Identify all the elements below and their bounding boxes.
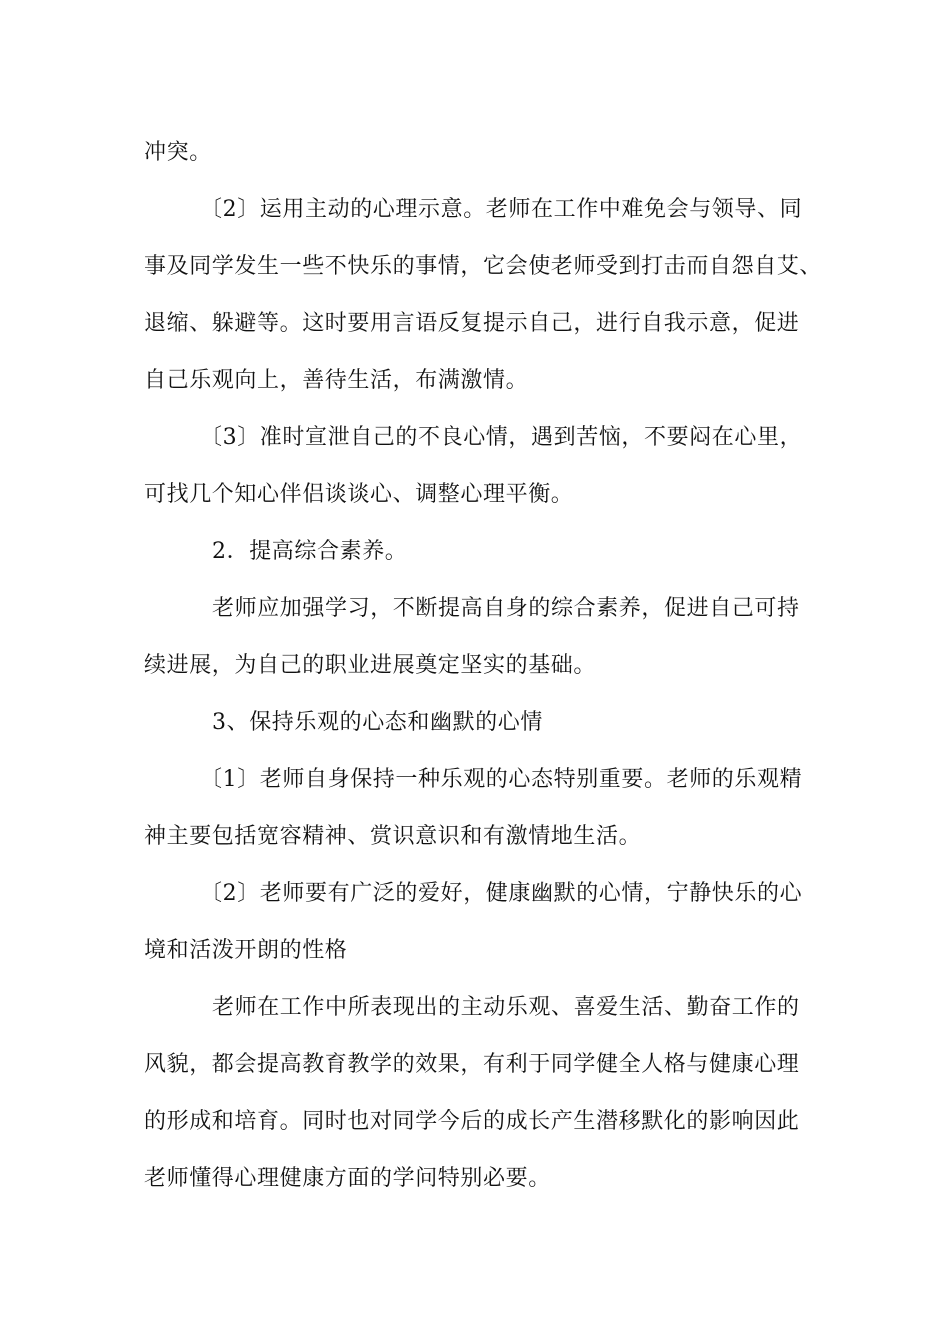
paragraph-line: 〔2〕运用主动的心理示意。老师在工作中难免会与领导、同 bbox=[200, 197, 803, 222]
paragraph-line: 神主要包括宽容精神、赏识意识和有激情地生活。 bbox=[144, 824, 642, 849]
paragraph-line: 事及同学发生一些不快乐的事情，它会使老师受到打击而自怨自艾、 bbox=[144, 254, 823, 279]
paragraph-line: 可找几个知心伴侣谈谈心、调整心理平衡。 bbox=[144, 482, 574, 507]
paragraph-line: 风貌，都会提高教育教学的效果，有利于同学健全人格与健康心理 bbox=[144, 1052, 800, 1077]
paragraph-line: 退缩、躲避等。这时要用言语反复提示自己，进行自我示意，促进 bbox=[144, 311, 800, 336]
section-heading: 3、保持乐观的心态和幽默的心情 bbox=[212, 710, 543, 735]
paragraph-line: 续进展，为自己的职业进展奠定坚实的基础。 bbox=[144, 653, 597, 678]
paragraph-line: 〔2〕老师要有广泛的爱好，健康幽默的心情，宁静快乐的心 bbox=[200, 881, 803, 906]
paragraph-line: 的形成和培育。同时也对同学今后的成长产生潜移默化的影响因此 bbox=[144, 1109, 800, 1134]
paragraph-line: 老师在工作中所表现出的主动乐观、喜爱生活、勤奋工作的 bbox=[212, 995, 800, 1020]
paragraph-line: 境和活泼开朗的性格 bbox=[144, 938, 348, 963]
paragraph-line: 老师懂得心理健康方面的学问特别必要。 bbox=[144, 1166, 551, 1191]
paragraph-line: 〔3〕准时宣泄自己的不良心情，遇到苦恼，不要闷在心里， bbox=[200, 425, 803, 450]
paragraph-line: 老师应加强学习，不断提高自身的综合素养，促进自己可持 bbox=[212, 596, 800, 621]
paragraph-line: 自己乐观向上，善待生活，布满激情。 bbox=[144, 368, 529, 393]
paragraph-line: 冲突。 bbox=[144, 140, 212, 165]
section-heading: 2．提高综合素养。 bbox=[212, 539, 408, 564]
paragraph-line: 〔1〕老师自身保持一种乐观的心态特别重要。老师的乐观精 bbox=[200, 767, 803, 792]
